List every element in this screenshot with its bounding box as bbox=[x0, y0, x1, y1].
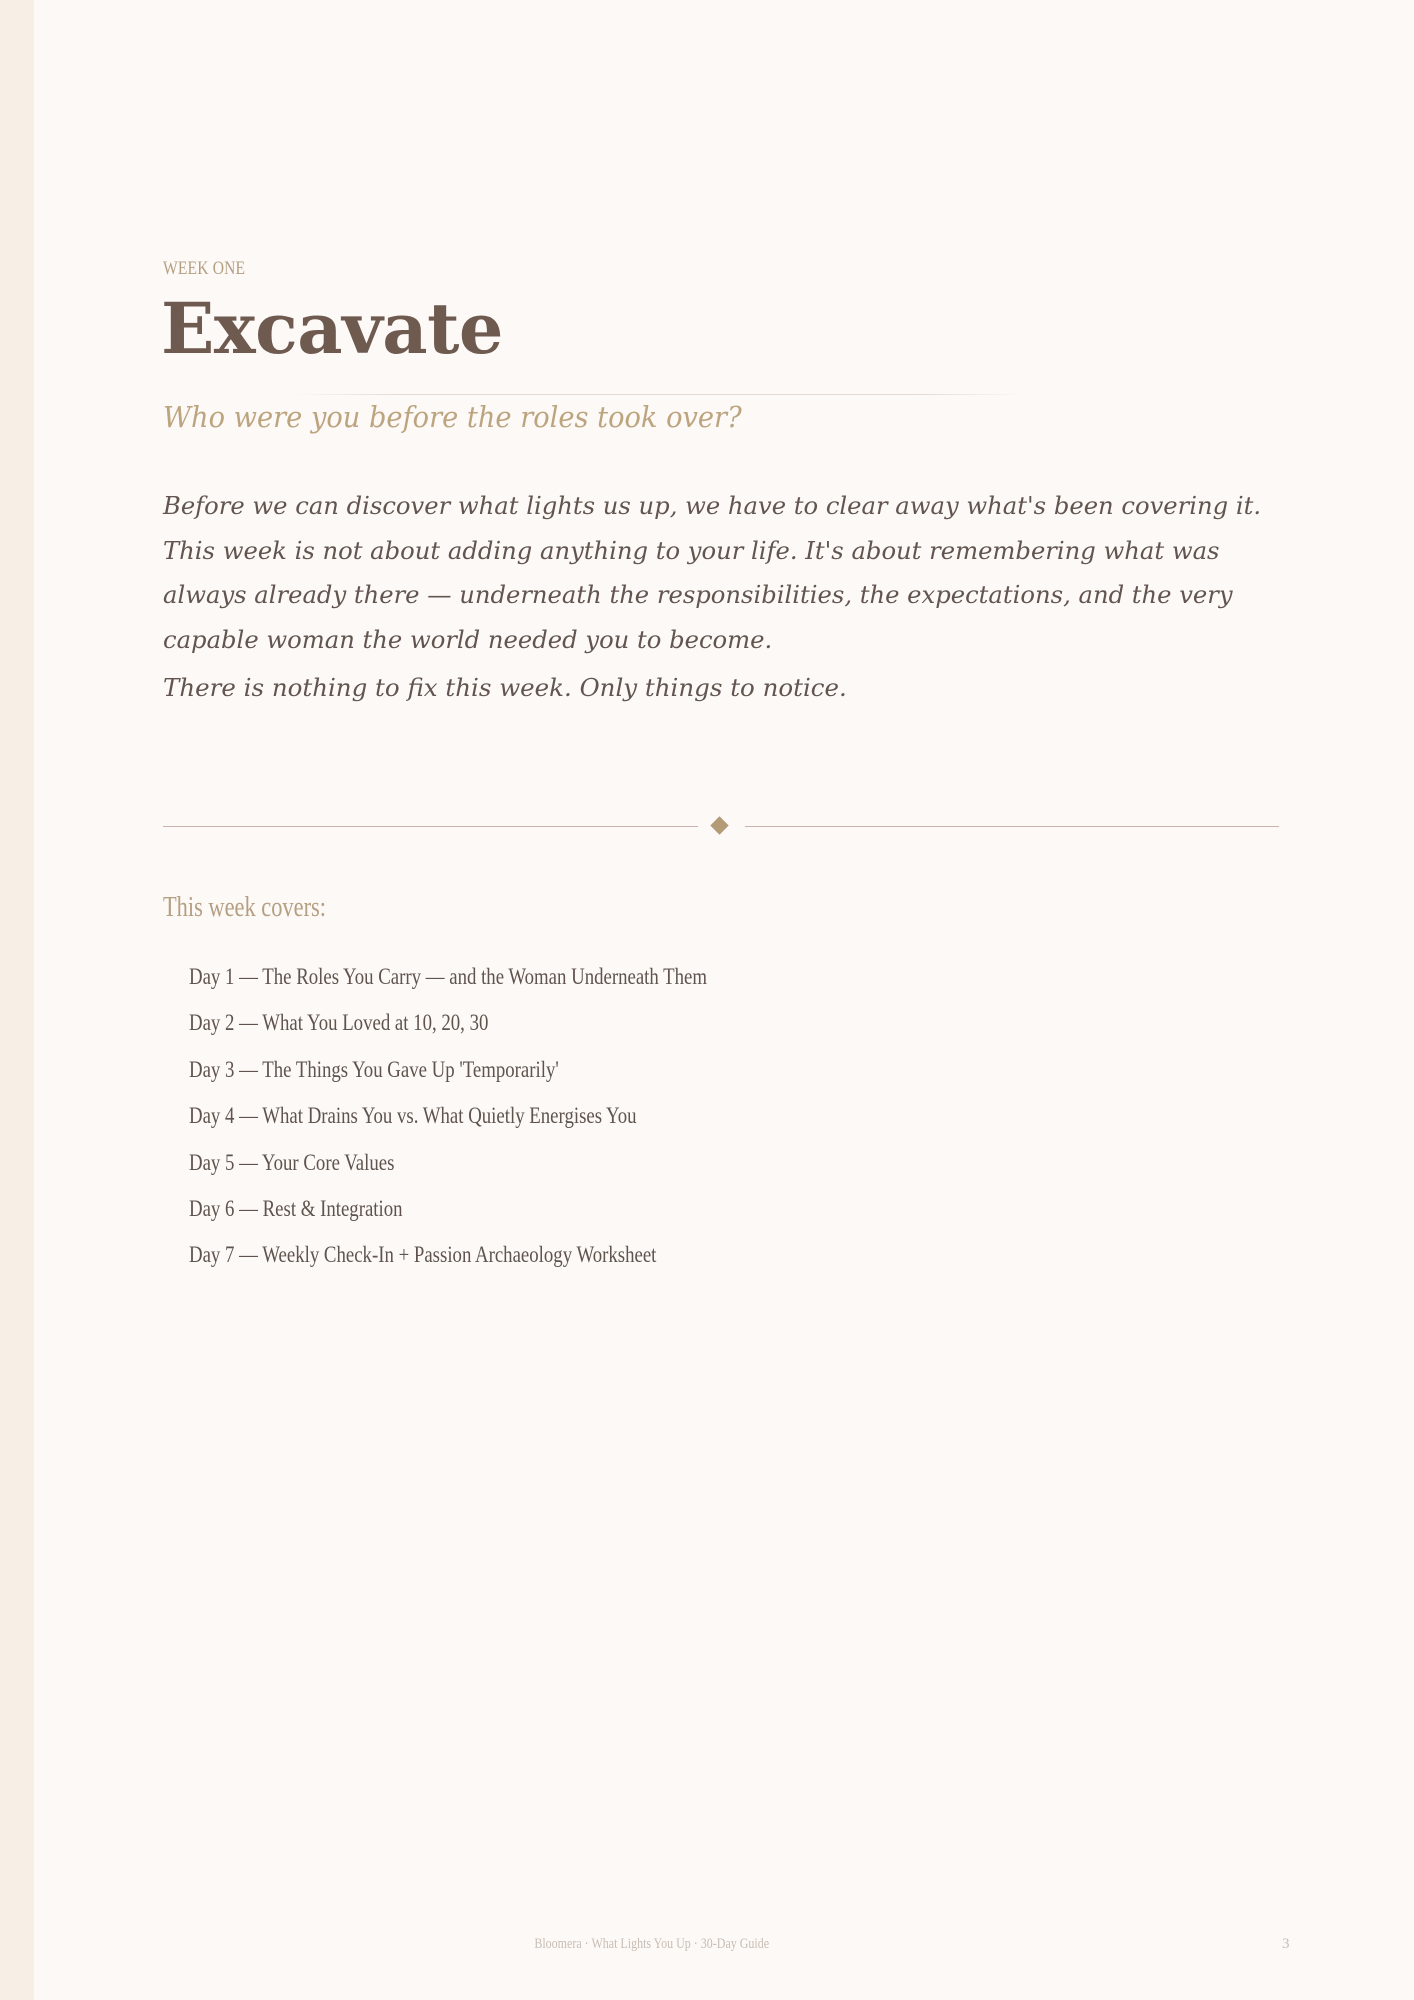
list-item: Day 5 — Your Core Values bbox=[189, 1149, 395, 1176]
footer-running-title bbox=[0, 1936, 1414, 1953]
section-divider bbox=[163, 814, 1279, 838]
list-item: Day 7 — Weekly Check-In + Passion Archaeology Worksheet bbox=[189, 1242, 657, 1269]
list-item: Day 2 — What You Loved at 10, 20, 30 bbox=[189, 1010, 489, 1037]
footer-text: Bloomera · What Lights You Up · 30-Day Guide bbox=[534, 1936, 770, 1952]
list-item: Day 4 — What Drains You vs. What Quietly Energises You bbox=[189, 1103, 637, 1130]
intro-closing-line: There is nothing to fix this week. Only things to notice. bbox=[163, 673, 847, 702]
list-item: Day 6 — Rest & Integration bbox=[189, 1195, 403, 1222]
page-subtitle: Who were you before the roles took over? bbox=[163, 400, 742, 434]
page-margin-strip bbox=[0, 0, 34, 2000]
day-list bbox=[189, 958, 837, 1283]
covers-heading: This week covers: bbox=[163, 892, 326, 923]
list-item: Day 1 — The Roles You Carry — and the Woman Underneath Them bbox=[189, 964, 708, 990]
intro-paragraph: Before we can discover what lights us up, we have to clear away what's been covering it. This week is not about adding anything to your life. It's about remembering what was always already there — underneath the responsibilities, the expectations, and the very capable woman the world needed you to become. bbox=[163, 491, 1262, 654]
diamond-ornament-icon bbox=[710, 816, 728, 834]
week-label: WEEK ONE bbox=[163, 258, 246, 279]
page-number: 3 bbox=[1282, 1936, 1290, 1952]
title-underline bbox=[293, 394, 1023, 395]
divider-line-left bbox=[163, 826, 698, 827]
page-title: Excavate bbox=[161, 287, 503, 370]
list-item: Day 3 — The Things You Gave Up 'Temporarily' bbox=[189, 1056, 559, 1083]
divider-line-right bbox=[745, 826, 1279, 827]
